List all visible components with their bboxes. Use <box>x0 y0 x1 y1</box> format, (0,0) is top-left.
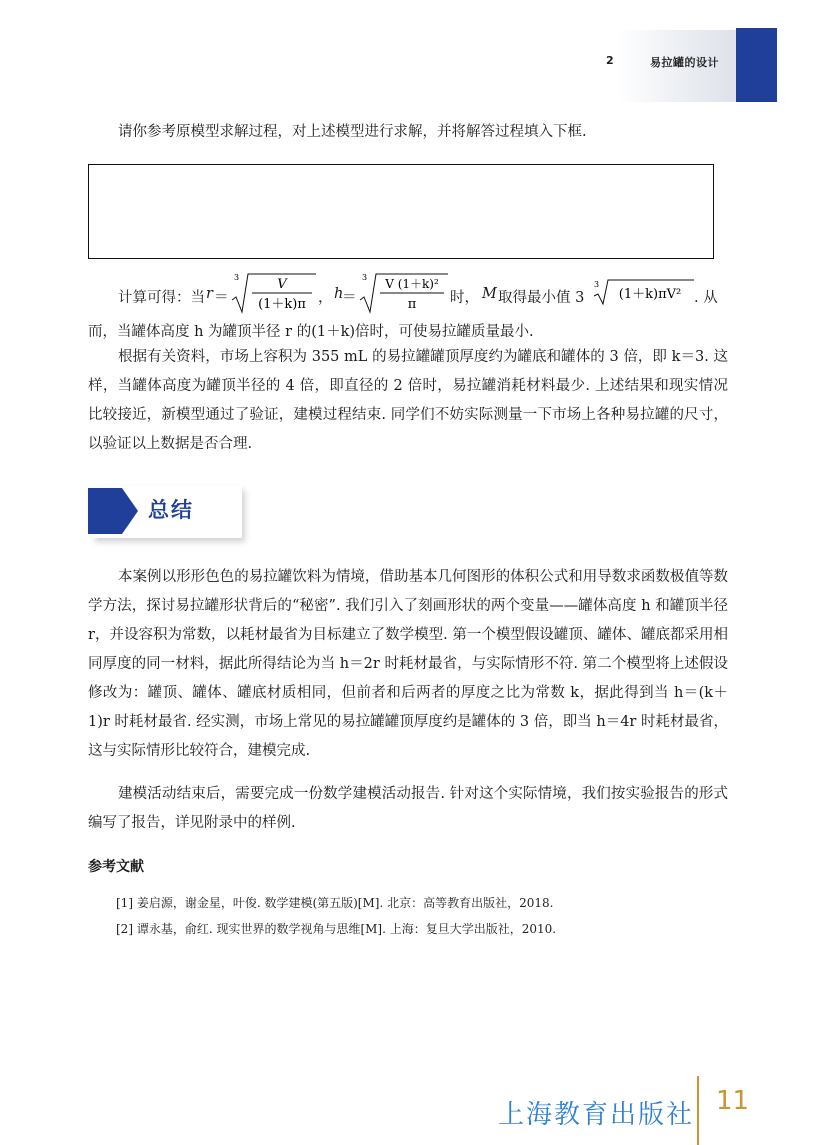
reference-item-1: [1] 姜启源，谢金星，叶俊. 数学建模(第五版)[M]. 北京：高等教育出版社，2018. <box>116 896 554 910</box>
chapter-number: 2 <box>606 54 614 67</box>
result-formula-line <box>118 272 728 318</box>
header-color-block <box>736 28 777 102</box>
root-index-2: 3 <box>362 273 368 282</box>
chapter-title: 易拉罐的设计 <box>650 56 719 69</box>
fraction-1-denominator: (1＋k)π <box>258 297 306 312</box>
publisher-name: 上海教育出版社 <box>498 1100 695 1130</box>
r-symbol: r <box>206 286 213 302</box>
mid-text: 时， <box>450 290 479 306</box>
section-banner <box>88 480 242 550</box>
cube-root-min-value <box>592 278 696 306</box>
result-line-2: 而，当罐体高度 h 为罐顶半径 r 的(1＋k)倍时，可使易拉罐质量最小. <box>88 324 534 340</box>
fraction-2-numerator: V (1＋k)² <box>385 277 439 291</box>
equals-1: ＝ <box>214 290 229 306</box>
chevron-right-icon <box>88 488 138 534</box>
min-text: 取得最小值 3 <box>498 290 585 306</box>
summary-paragraph: 本案例以形形色色的易拉罐饮料为情境，借助基本几何图形的体积公式和用导数求函数极值等数学方法，探讨易拉罐形状背后的“秘密”. 我们引入了刻画形状的两个变量——罐体高度 h 和罐顶半径 r，并设容积为常数，以耗材最省为目标建立了数学模型. 第一个模型假设罐顶、罐体、罐底都采用相同厚度的同一材料，据此所得结论为当 h＝2r 时耗材最省，与实际情形不符. 第二个模型将上述假设修改为：罐顶、罐体、罐底材质相同，但前者和后两者的厚度之比为常数 k，据此得到当 h＝(k＋1)r 时耗材最省. 经实测，市场上常见的易拉罐罐顶厚度约是罐体的 3 倍，即当 h＝4r 时耗材最省，这与实际情形比较符合，建模完成. <box>88 569 728 759</box>
h-symbol: h <box>334 286 344 302</box>
result-prefix: 计算可得：当 <box>118 290 205 306</box>
page-number: 11 <box>716 1086 750 1116</box>
equals-2: ＝ <box>342 290 357 306</box>
root-index-1: 3 <box>234 273 240 282</box>
report-paragraph: 建模活动结束后，需要完成一份数学建模活动报告. 针对这个实际情境，我们按实验报告的形式编写了报告，详见附录中的样例. <box>88 786 728 831</box>
section-title: 总结 <box>148 498 194 522</box>
root-expression: (1＋k)πV² <box>618 287 682 302</box>
reference-item-2: [2] 谭永基，俞红. 现实世界的数学视角与思维[M]. 上海：复旦大学出版社，2010. <box>116 922 557 936</box>
root-index-3: 3 <box>594 280 600 289</box>
footer-divider <box>697 1076 699 1145</box>
result-end: . 从 <box>694 290 718 306</box>
intro-instruction: 请你参考原模型求解过程，对上述模型进行求解，并将解答过程填入下框. <box>118 124 587 140</box>
fraction-2-denominator: π <box>407 297 417 312</box>
fraction-1-numerator: V <box>277 277 287 292</box>
references-title: 参考文献 <box>88 859 144 875</box>
cube-root-fraction-1 <box>230 272 318 316</box>
answer-box[interactable] <box>88 164 714 259</box>
data-paragraph: 根据有关资料，市场上容积为 355 mL 的易拉罐罐顶厚度约为罐底和罐体的 3 倍，即 k＝3. 这样，当罐体高度为罐顶半径的 4 倍，即直径的 2 倍时，易拉罐消耗材料最少. 上述结果和现实情况比较接近，新模型通过了验证，建模过程结束. 同学们不妨实际测量一下市场上各种易拉罐的尺寸，以验证以上数据是否合理. <box>88 349 728 452</box>
cube-root-fraction-2 <box>358 272 450 316</box>
M-symbol: M <box>482 286 497 302</box>
comma: ， <box>318 290 333 306</box>
